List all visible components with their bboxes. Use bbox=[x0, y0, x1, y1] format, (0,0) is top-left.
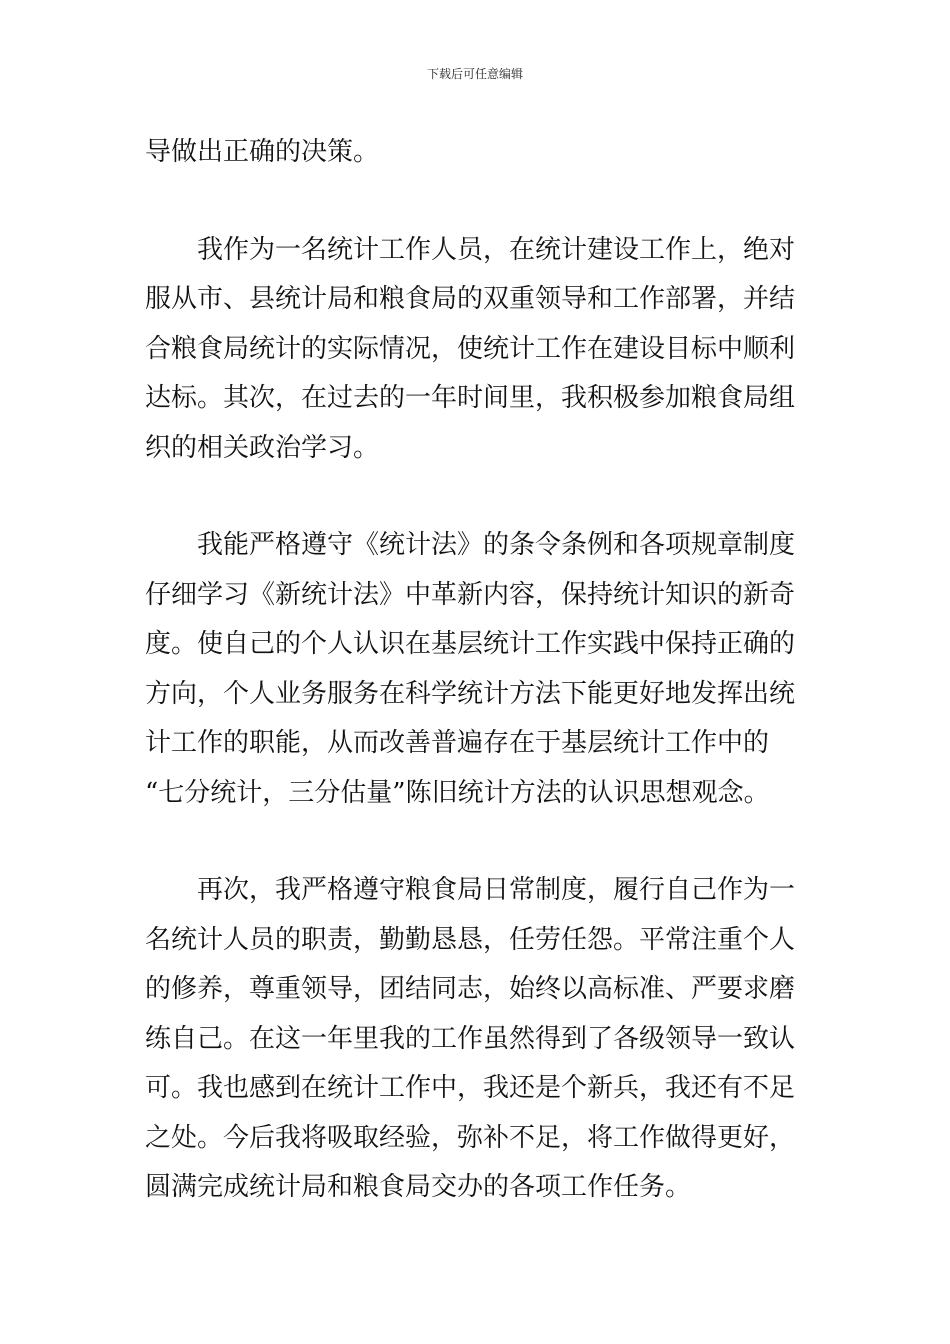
paragraph-line: 计工作的职能，从而改善普遍存在于基层统计工作中的 bbox=[145, 728, 770, 758]
paragraph-spacer bbox=[145, 178, 815, 226]
paragraph-line: 之处。今后我将吸取经验，弥补不足，将工作做得更好， bbox=[145, 1122, 796, 1153]
document-body bbox=[145, 128, 815, 1213]
paragraph-line: 合粮食局统计的实际情况，使统计工作在建设目标中顺利 bbox=[145, 333, 796, 364]
paragraph-line: 服从市、县统计局和粮食局的双重领导和工作部署，并结 bbox=[145, 284, 796, 314]
paragraph-line: 练自己。在这一年里我的工作虽然得到了各级领导一致认 bbox=[145, 1023, 796, 1054]
paragraph-2 bbox=[145, 226, 815, 474]
paragraph-line: 仔细学习《新统计法》中革新内容，保持统计知识的新奇 bbox=[145, 579, 796, 610]
paragraph-spacer bbox=[145, 473, 815, 521]
paragraph-line: 方向，个人业务服务在科学统计方法下能更好地发挥出统 bbox=[145, 678, 796, 709]
paragraph-line: 再次，我严格遵守粮食局日常制度，履行自己作为一 bbox=[145, 875, 796, 905]
paragraph-line: 导做出正确的决策。 bbox=[145, 137, 380, 167]
paragraph-line: 达标。其次，在过去的一年时间里，我积极参加粮食局组 bbox=[145, 383, 796, 413]
paragraph-line: 名统计人员的职责，勤勤恳恳，任劳任怨。平常注重个人 bbox=[145, 924, 796, 955]
paragraph-line: 圆满完成统计局和粮食局交办的各项工作任务。 bbox=[145, 1172, 692, 1202]
paragraph-line: 度。使自己的个人认识在基层统计工作实践中保持正确的 bbox=[145, 629, 796, 659]
paragraph-line: “七分统计，三分估量”陈旧统计方法的认识思想观念。 bbox=[145, 777, 770, 808]
paragraph-spacer bbox=[145, 818, 815, 866]
paragraph-line: 织的相关政治学习。 bbox=[145, 432, 380, 463]
paragraph-line: 我能严格遵守《统计法》的条令条例和各项规章制度 bbox=[145, 530, 796, 560]
paragraph-line: 我作为一名统计工作人员，在统计建设工作上，绝对 bbox=[145, 234, 796, 265]
paragraph-3 bbox=[145, 521, 815, 818]
paragraph-1 bbox=[145, 128, 815, 178]
paragraph-line: 的修养，尊重领导，团结同志，始终以高标准、严要求磨 bbox=[145, 974, 796, 1004]
paragraph-4 bbox=[145, 866, 815, 1213]
paragraph-line: 可。我也感到在统计工作中，我还是个新兵，我还有不足 bbox=[145, 1073, 796, 1103]
page-header: 下载后可任意编辑 bbox=[426, 67, 523, 81]
